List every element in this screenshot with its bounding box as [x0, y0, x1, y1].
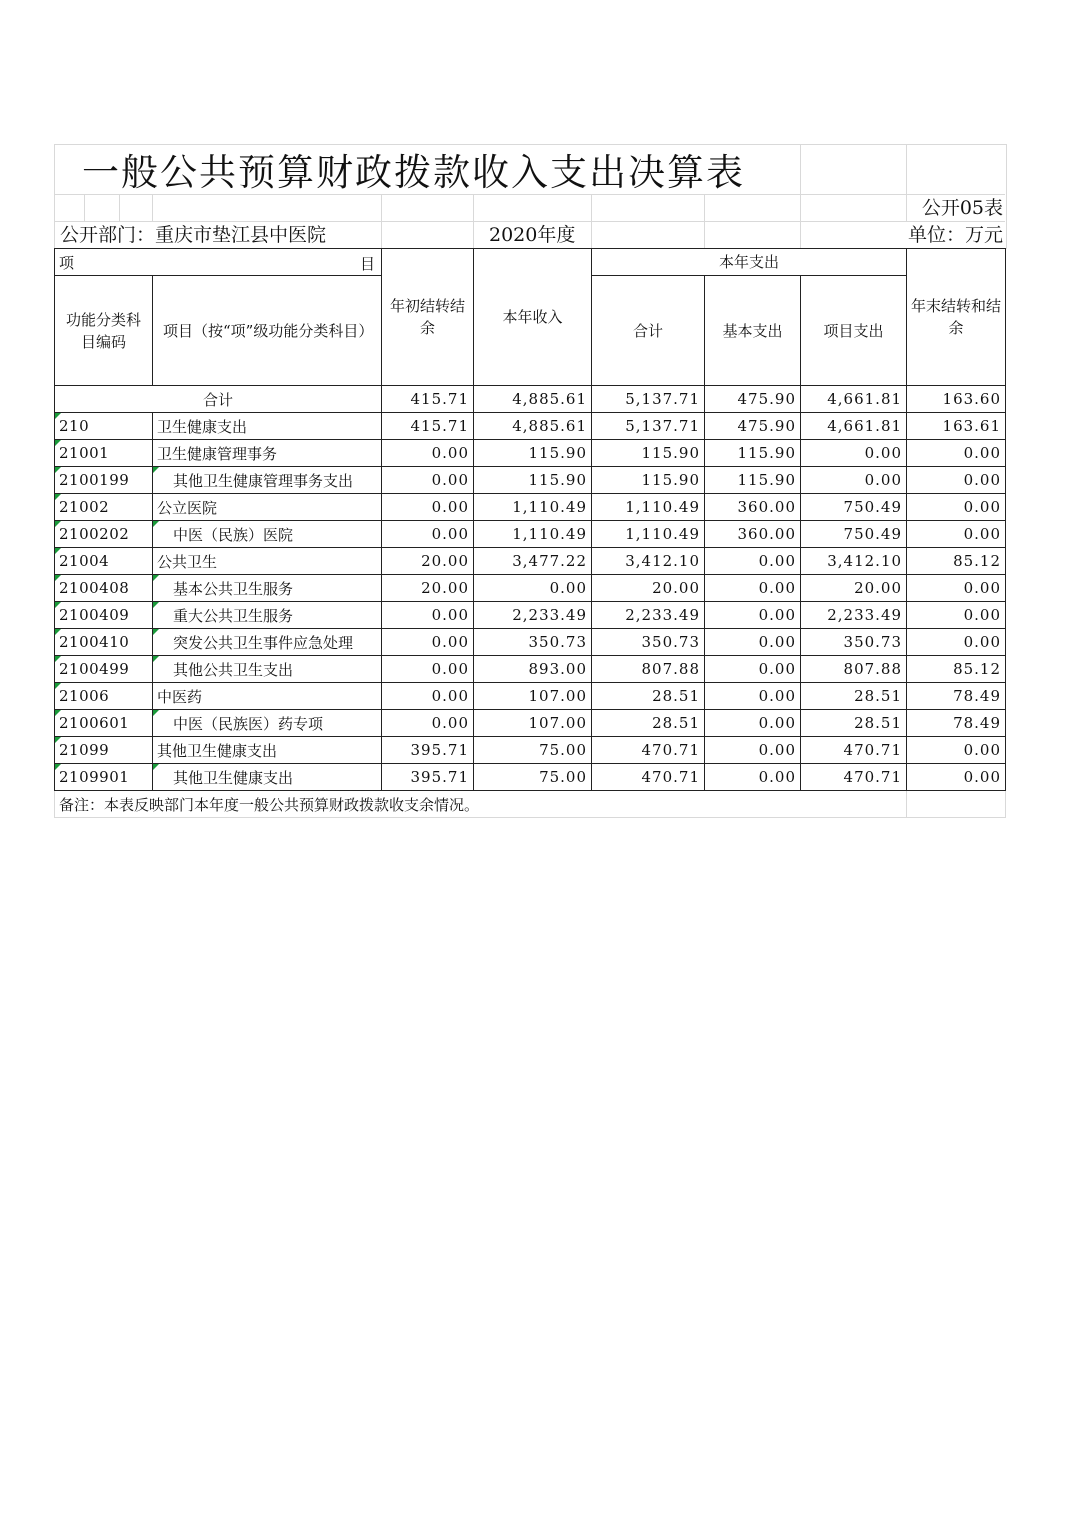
- row-opening: 415.71: [382, 413, 474, 440]
- row-total: 470.71: [592, 764, 705, 791]
- grid-line: [704, 194, 705, 248]
- row-total: 1,110.49: [592, 494, 705, 521]
- row-income: 3,477.22: [474, 548, 592, 575]
- table-row: [55, 413, 1006, 440]
- header-opening: 年初结转结余: [382, 249, 474, 386]
- row-opening: 0.00: [382, 710, 474, 737]
- header-item-cell: [55, 249, 382, 276]
- budget-table: [54, 248, 1006, 818]
- row-opening: 395.71: [382, 764, 474, 791]
- grid-line: [591, 194, 592, 248]
- row-total: 3,412.10: [592, 548, 705, 575]
- table-row: [55, 494, 1006, 521]
- row-opening: 0.00: [382, 521, 474, 548]
- row-code: 2100601: [55, 710, 153, 737]
- row-project: 750.49: [801, 494, 907, 521]
- table-row: [55, 764, 1006, 791]
- table-row: [55, 737, 1006, 764]
- table-row: [55, 710, 1006, 737]
- row-closing: 0.00: [907, 764, 1006, 791]
- table-row: [55, 467, 1006, 494]
- row-name: 其他卫生健康管理事务支出: [153, 467, 382, 494]
- row-opening: 0.00: [382, 602, 474, 629]
- table-row: [55, 683, 1006, 710]
- total-project: 4,661.81: [801, 386, 907, 413]
- row-name: 中医药: [153, 683, 382, 710]
- row-opening: 395.71: [382, 737, 474, 764]
- row-name: 卫生健康管理事务: [153, 440, 382, 467]
- row-opening: 0.00: [382, 629, 474, 656]
- row-basic: 475.90: [705, 413, 801, 440]
- row-opening: 20.00: [382, 575, 474, 602]
- row-basic: 360.00: [705, 494, 801, 521]
- row-project: 20.00: [801, 575, 907, 602]
- row-project: 4,661.81: [801, 413, 907, 440]
- row-name: 其他卫生健康支出: [153, 764, 382, 791]
- row-total: 807.88: [592, 656, 705, 683]
- row-basic: 0.00: [705, 656, 801, 683]
- row-basic: 0.00: [705, 764, 801, 791]
- row-name: 卫生健康支出: [153, 413, 382, 440]
- row-closing: 0.00: [907, 440, 1006, 467]
- row-name: 其他公共卫生支出: [153, 656, 382, 683]
- table-row: [55, 521, 1006, 548]
- row-income: 350.73: [474, 629, 592, 656]
- header-item: 项: [59, 253, 75, 272]
- row-total: 5,137.71: [592, 413, 705, 440]
- row-basic: 0.00: [705, 548, 801, 575]
- data-rows: [55, 413, 1006, 791]
- row-project: 2,233.49: [801, 602, 907, 629]
- row-basic: 0.00: [705, 602, 801, 629]
- row-total: 28.51: [592, 710, 705, 737]
- row-opening: 0.00: [382, 656, 474, 683]
- row-income: 115.90: [474, 440, 592, 467]
- total-income: 4,885.61: [474, 386, 592, 413]
- row-income: 1,110.49: [474, 521, 592, 548]
- grid-line: [906, 144, 907, 221]
- row-income: 4,885.61: [474, 413, 592, 440]
- row-code: 21002: [55, 494, 153, 521]
- row-basic: 360.00: [705, 521, 801, 548]
- total-opening: 415.71: [382, 386, 474, 413]
- row-name: 中医（民族）医院: [153, 521, 382, 548]
- note-empty-cell: [907, 791, 1006, 818]
- grid-line: [800, 144, 801, 194]
- grid-line: [473, 194, 474, 248]
- header-expense-group: 本年支出: [592, 249, 907, 276]
- row-project: 750.49: [801, 521, 907, 548]
- row-total: 20.00: [592, 575, 705, 602]
- row-income: 893.00: [474, 656, 592, 683]
- row-income: 2,233.49: [474, 602, 592, 629]
- row-total: 115.90: [592, 440, 705, 467]
- row-code: 2100499: [55, 656, 153, 683]
- row-income: 1,110.49: [474, 494, 592, 521]
- row-opening: 0.00: [382, 683, 474, 710]
- row-total: 1,110.49: [592, 521, 705, 548]
- header-basic: 基本支出: [705, 276, 801, 386]
- note-row: [55, 791, 1006, 818]
- row-project: 0.00: [801, 467, 907, 494]
- header-total: 合计: [592, 276, 705, 386]
- row-closing: 85.12: [907, 548, 1006, 575]
- row-project: 470.71: [801, 764, 907, 791]
- row-closing: 163.61: [907, 413, 1006, 440]
- table-row: [55, 440, 1006, 467]
- row-name: 中医（民族医）药专项: [153, 710, 382, 737]
- row-code: 210: [55, 413, 153, 440]
- total-row: [55, 386, 1006, 413]
- row-code: 21099: [55, 737, 153, 764]
- grid-line: [84, 194, 85, 221]
- department-label: 公开部门：重庆市垫江县中医院: [60, 224, 327, 246]
- row-closing: 0.00: [907, 494, 1006, 521]
- page-title: 一般公共预算财政拨款收入支出决算表: [82, 151, 745, 194]
- row-opening: 0.00: [382, 440, 474, 467]
- row-basic: 115.90: [705, 440, 801, 467]
- row-income: 107.00: [474, 683, 592, 710]
- row-total: 28.51: [592, 683, 705, 710]
- row-opening: 0.00: [382, 467, 474, 494]
- row-closing: 0.00: [907, 575, 1006, 602]
- row-project: 807.88: [801, 656, 907, 683]
- row-total: 350.73: [592, 629, 705, 656]
- header-name: 项目（按“项”级功能分类科目）: [153, 276, 382, 386]
- total-closing: 163.60: [907, 386, 1006, 413]
- row-project: 28.51: [801, 710, 907, 737]
- row-income: 115.90: [474, 467, 592, 494]
- row-total: 115.90: [592, 467, 705, 494]
- grid-line: [54, 221, 1005, 222]
- row-closing: 0.00: [907, 602, 1006, 629]
- row-closing: 78.49: [907, 710, 1006, 737]
- table-row: [55, 629, 1006, 656]
- header-closing: 年末结转和结余: [907, 249, 1006, 386]
- row-code: 2100199: [55, 467, 153, 494]
- row-name: 公立医院: [153, 494, 382, 521]
- row-basic: 115.90: [705, 467, 801, 494]
- row-code: 2100409: [55, 602, 153, 629]
- table-row: [55, 575, 1006, 602]
- header-code: 功能分类科目编码: [55, 276, 153, 386]
- row-name: 公共卫生: [153, 548, 382, 575]
- table-row: [55, 602, 1006, 629]
- table-row: [55, 656, 1006, 683]
- note: 备注：本表反映部门本年度一般公共预算财政拨款收支余情况。: [55, 791, 907, 818]
- row-closing: 0.00: [907, 467, 1006, 494]
- row-closing: 0.00: [907, 521, 1006, 548]
- row-total: 2,233.49: [592, 602, 705, 629]
- total-basic: 475.90: [705, 386, 801, 413]
- row-opening: 0.00: [382, 494, 474, 521]
- form-number: 公开05表: [921, 197, 1003, 219]
- row-project: 3,412.10: [801, 548, 907, 575]
- row-code: 2100408: [55, 575, 153, 602]
- row-code: 21004: [55, 548, 153, 575]
- row-income: 107.00: [474, 710, 592, 737]
- row-code: 2109901: [55, 764, 153, 791]
- row-closing: 0.00: [907, 629, 1006, 656]
- total-expense: 5,137.71: [592, 386, 705, 413]
- row-opening: 20.00: [382, 548, 474, 575]
- row-project: 350.73: [801, 629, 907, 656]
- row-name: 突发公共卫生事件应急处理: [153, 629, 382, 656]
- row-basic: 0.00: [705, 710, 801, 737]
- row-name: 重大公共卫生服务: [153, 602, 382, 629]
- row-basic: 0.00: [705, 737, 801, 764]
- row-closing: 78.49: [907, 683, 1006, 710]
- row-total: 470.71: [592, 737, 705, 764]
- row-closing: 85.12: [907, 656, 1006, 683]
- row-project: 470.71: [801, 737, 907, 764]
- grid-line: [152, 194, 153, 221]
- header-item-end: 目: [360, 255, 376, 273]
- row-code: 2100410: [55, 629, 153, 656]
- table-row: [55, 548, 1006, 575]
- row-basic: 0.00: [705, 629, 801, 656]
- row-code: 2100202: [55, 521, 153, 548]
- row-income: 0.00: [474, 575, 592, 602]
- total-label: 合计: [55, 386, 382, 413]
- row-project: 28.51: [801, 683, 907, 710]
- row-code: 21006: [55, 683, 153, 710]
- row-code: 21001: [55, 440, 153, 467]
- grid-line: [119, 194, 120, 221]
- unit-label: 单位：万元: [907, 224, 1003, 246]
- header-project: 项目支出: [801, 276, 907, 386]
- row-project: 0.00: [801, 440, 907, 467]
- row-name: 基本公共卫生服务: [153, 575, 382, 602]
- row-closing: 0.00: [907, 737, 1006, 764]
- grid-line: [800, 194, 801, 248]
- row-income: 75.00: [474, 737, 592, 764]
- header-income: 本年收入: [474, 249, 592, 386]
- row-basic: 0.00: [705, 683, 801, 710]
- row-income: 75.00: [474, 764, 592, 791]
- grid-line: [381, 194, 382, 248]
- row-name: 其他卫生健康支出: [153, 737, 382, 764]
- fiscal-year: 2020年度: [489, 224, 576, 246]
- row-basic: 0.00: [705, 575, 801, 602]
